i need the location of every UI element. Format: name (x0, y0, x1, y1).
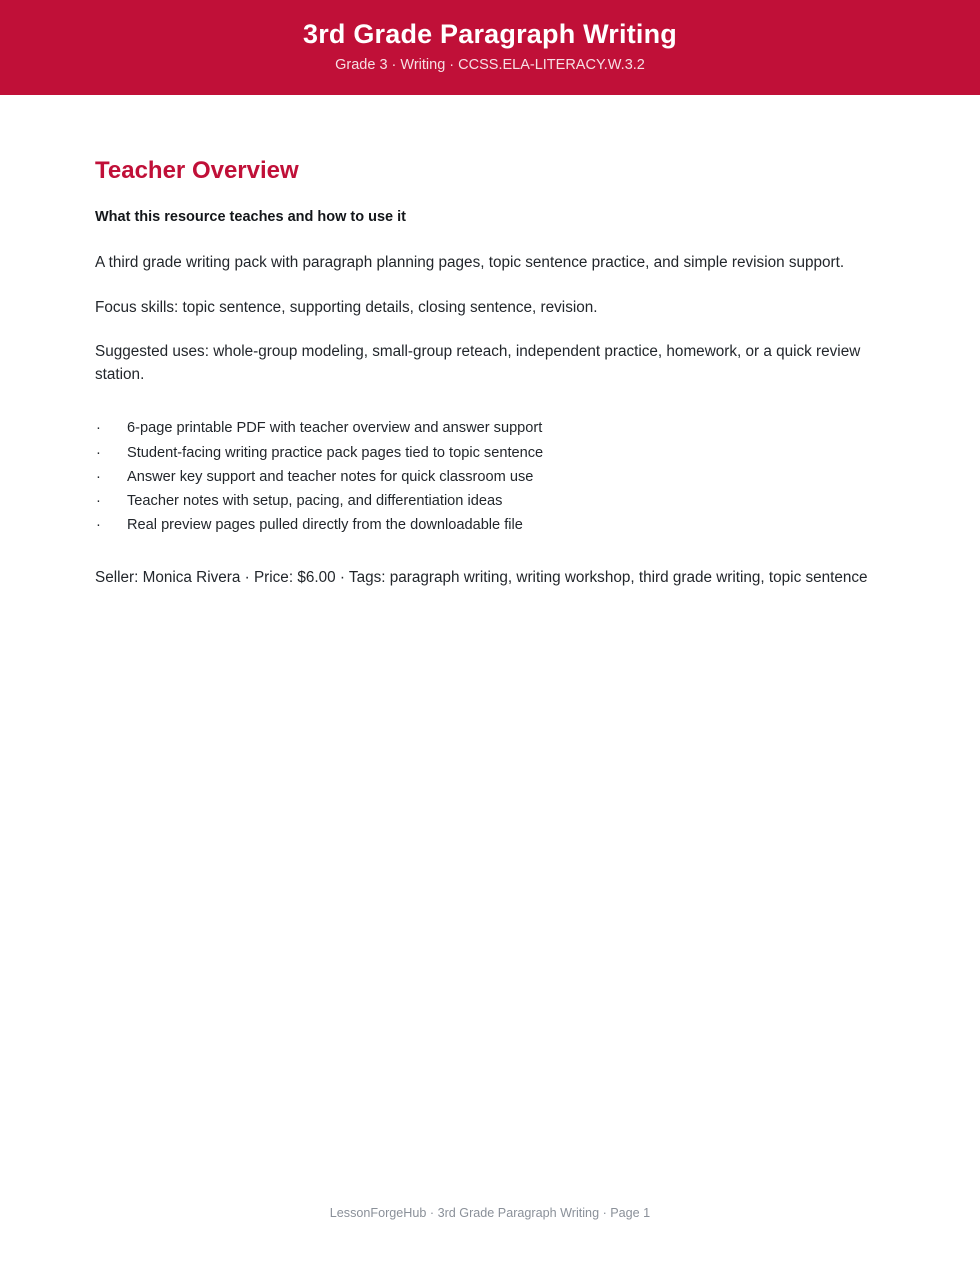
list-item (95, 441, 885, 465)
bullet-icon: · (96, 444, 101, 461)
section-lead-line: What this resource teaches and how to use it (95, 208, 407, 225)
list-item-label: Answer key support and teacher notes for quick classroom use (127, 468, 534, 485)
overview-paragraph-2: Focus skills: topic sentence, supporting details, closing sentence, revision. (95, 298, 598, 316)
overview-paragraph-3: Suggested uses: whole-group modeling, small-group reteach, independent practice, homework, or a quick review station. (95, 342, 861, 384)
list-item-label: Teacher notes with setup, pacing, and differentiation ideas (127, 493, 503, 510)
feature-list (95, 416, 885, 537)
bullet-icon: · (96, 420, 101, 437)
list-item-label: Real preview pages pulled directly from the downloadable file (127, 517, 523, 534)
bullet-icon: · (96, 517, 101, 534)
bullet-icon: · (96, 493, 101, 510)
page-footer (0, 1206, 980, 1268)
page-title: 3rd Grade Paragraph Writing (303, 19, 677, 49)
list-item (95, 513, 885, 537)
header-banner (0, 0, 980, 95)
list-item-label: 6-page printable PDF with teacher overview and answer support (127, 420, 543, 437)
document-content (0, 95, 980, 1206)
section-heading-teacher-overview: Teacher Overview (95, 156, 299, 184)
list-item (95, 465, 885, 489)
footer-text: LessonForgeHub · 3rd Grade Paragraph Writing · Page 1 (329, 1206, 651, 1220)
seller-meta-line: Seller: Monica Rivera · Price: $6.00 · Tags: paragraph writing, writing workshop, third grade writing, topic sentence (95, 568, 868, 586)
bullet-icon: · (96, 468, 101, 485)
overview-paragraph-1: A third grade writing pack with paragraph planning pages, topic sentence practice, and simple revision support. (95, 254, 845, 272)
page-subtitle: Grade 3 · Writing · CCSS.ELA-LITERACY.W.3.2 (335, 57, 645, 74)
list-item (95, 416, 885, 440)
list-item (95, 489, 885, 513)
list-item-label: Student-facing writing practice pack pages tied to topic sentence (127, 444, 544, 461)
